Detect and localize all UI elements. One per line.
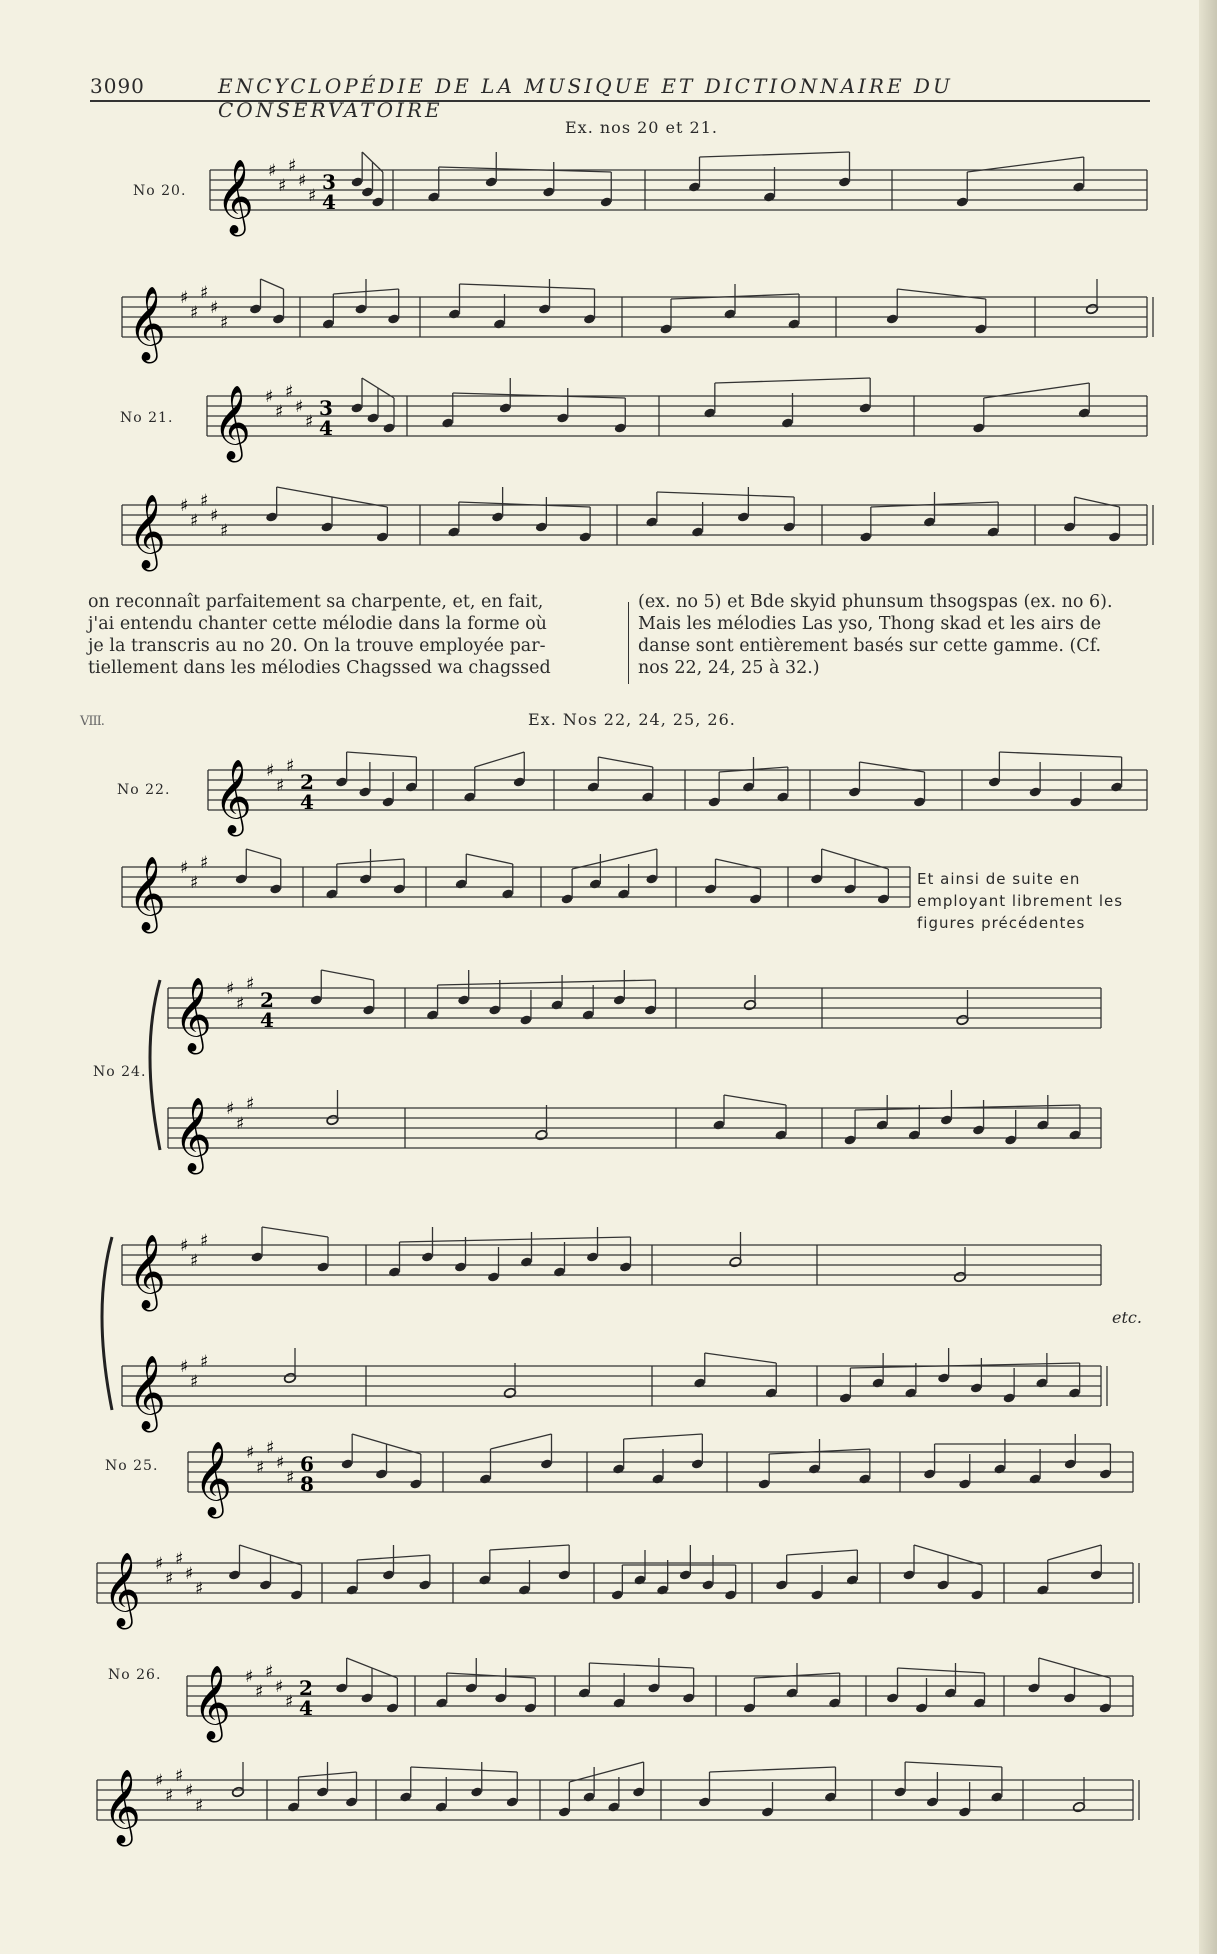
time-signature-top: 2 (299, 1676, 313, 1700)
sharp-icon: ♯ (305, 412, 314, 432)
sharp-icon: ♯ (246, 974, 255, 994)
note-beam (572, 849, 657, 869)
music-staff (122, 487, 1153, 572)
note-beam (724, 1095, 786, 1105)
note-beam (490, 1545, 569, 1550)
music-staff (188, 1434, 1133, 1519)
margin-mark: VIII. (80, 714, 104, 729)
treble-clef-icon: 𝄞 (174, 1098, 212, 1172)
time-signature-bottom: 4 (299, 1696, 313, 1720)
sharp-icon: ♯ (245, 1667, 254, 1687)
time-signature-bottom: 4 (300, 790, 314, 814)
prose-line: tiellement dans les mélodies Chagssed wa chagssed (88, 658, 551, 678)
sharp-icon: ♯ (210, 298, 219, 318)
note-beam (491, 1434, 552, 1449)
sharp-icon: ♯ (185, 1564, 194, 1584)
sharp-icon: ♯ (180, 1236, 189, 1256)
prose-line: (ex. no 5) et Bde skyid phunsum thsogspas (ex. no 6). (638, 592, 1113, 612)
side-note-line: employant librement les (917, 892, 1124, 910)
sharp-icon: ♯ (286, 1468, 295, 1488)
sharp-icon: ♯ (190, 1372, 199, 1392)
sharp-icon: ♯ (200, 1352, 209, 1372)
note-beam (898, 1668, 985, 1673)
note-beam (347, 752, 417, 757)
music-staff (187, 1658, 1133, 1743)
sharp-icon: ♯ (236, 994, 245, 1014)
sharp-icon: ♯ (246, 1443, 255, 1463)
prose-line: on reconnaît parfaitement sa charpente, et, en fait, (88, 592, 544, 612)
example-caption-20-21: Ex. nos 20 et 21. (565, 118, 718, 137)
note-beam (411, 1767, 518, 1772)
sharp-icon: ♯ (220, 521, 229, 541)
treble-clef-icon: 𝄞 (213, 386, 251, 460)
note-beam (400, 1237, 631, 1242)
music-staff (208, 752, 1147, 837)
note-beam (787, 1550, 858, 1555)
sharp-icon: ♯ (226, 979, 235, 999)
sharp-icon: ♯ (268, 161, 277, 181)
sharp-icon: ♯ (265, 1662, 274, 1682)
label-no-20: No 20. (133, 183, 187, 199)
sharp-icon: ♯ (276, 776, 285, 796)
sharp-icon: ♯ (295, 397, 304, 417)
label-no-25: No 25. (105, 1458, 159, 1474)
label-no-22: No 22. (117, 782, 171, 798)
treble-clef-icon: 𝄞 (193, 1666, 231, 1740)
sharp-icon: ♯ (266, 761, 275, 781)
sharp-icon: ♯ (190, 873, 199, 893)
time-signature-bottom: 8 (300, 1472, 314, 1496)
sharp-icon: ♯ (200, 1231, 209, 1251)
sharp-icon: ♯ (226, 1099, 235, 1119)
time-signature-top: 2 (260, 988, 274, 1012)
sharp-icon: ♯ (165, 1786, 174, 1806)
prose-line: Mais les mélodies Las yso, Thong skad et les airs de (638, 614, 1102, 634)
sharp-icon: ♯ (286, 756, 295, 776)
sharp-icon: ♯ (165, 1569, 174, 1589)
treble-clef-icon: 𝄞 (128, 495, 166, 569)
running-title: ENCYCLOPÉDIE DE LA MUSIQUE ET DICTIONNAIRE DU CONSERVATOIRE (218, 74, 953, 122)
treble-clef-icon: 𝄞 (128, 1235, 166, 1309)
prose-line: nos 22, 24, 25 à 32.) (638, 658, 820, 678)
time-signature-top: 6 (300, 1452, 314, 1476)
music-staff (97, 1762, 1139, 1847)
note-beam (475, 752, 525, 767)
sharp-icon: ♯ (180, 858, 189, 878)
music-staff (168, 1090, 1101, 1175)
note-beam (321, 970, 374, 980)
time-signature-top: 3 (319, 396, 333, 420)
sharp-icon: ♯ (185, 1781, 194, 1801)
time-signature-bottom: 4 (322, 190, 336, 214)
sharp-icon: ♯ (285, 382, 294, 402)
treble-clef-icon: 𝄞 (103, 1770, 141, 1844)
sharp-icon: ♯ (266, 1438, 275, 1458)
treble-clef-icon: 𝄞 (216, 160, 254, 234)
page-number: 3090 (90, 74, 145, 98)
sharp-icon: ♯ (155, 1771, 164, 1791)
note-beam (657, 492, 794, 497)
sharp-icon: ♯ (180, 1357, 189, 1377)
system-brace (150, 980, 160, 1150)
sharp-icon: ♯ (210, 506, 219, 526)
sharp-icon: ♯ (246, 1094, 255, 1114)
note-beam (438, 980, 656, 985)
system-brace (102, 1237, 112, 1410)
note-beam (700, 152, 850, 157)
sharp-icon: ♯ (308, 186, 317, 206)
sharp-icon: ♯ (200, 491, 209, 511)
time-signature-top: 2 (300, 770, 314, 794)
music-staff (168, 970, 1101, 1055)
sharp-icon: ♯ (275, 402, 284, 422)
note-beam (589, 1663, 693, 1668)
note-beam (246, 849, 281, 859)
sharp-icon: ♯ (180, 288, 189, 308)
music-staff (97, 1545, 1139, 1630)
note-beam (1048, 1545, 1102, 1560)
side-note-line: figures précédentes (917, 914, 1086, 932)
music-staff (122, 1227, 1101, 1312)
label-no-21: No 21. (120, 410, 174, 426)
sharp-icon: ♯ (256, 1458, 265, 1478)
sharp-icon: ♯ (285, 1692, 294, 1712)
note-beam (261, 279, 284, 289)
sharp-icon: ♯ (175, 1766, 184, 1786)
note-beam (710, 1767, 836, 1772)
sharp-icon: ♯ (190, 511, 199, 531)
sharp-icon: ♯ (195, 1579, 204, 1599)
note-beam (905, 1762, 1002, 1767)
sharp-icon: ♯ (288, 156, 297, 176)
sharp-icon: ♯ (298, 171, 307, 191)
treble-clef-icon: 𝄞 (214, 760, 252, 834)
music-staff (122, 279, 1153, 364)
note-beam (466, 854, 513, 864)
treble-clef-icon: 𝄞 (103, 1553, 141, 1627)
music-staff (122, 849, 910, 934)
prose-line: j'ai entendu chanter cette mélodie dans la forme où (88, 614, 547, 634)
music-staff (207, 378, 1147, 463)
note-beam (598, 757, 653, 767)
music-staff (122, 1348, 1107, 1433)
prose-line: danse sont entièrement basés sur cette gamme. (Cf. (638, 636, 1102, 656)
treble-clef-icon: 𝄞 (128, 857, 166, 931)
label-no-26: No 26. (108, 1667, 162, 1683)
prose-line: je la transcris au no 20. On la trouve employée par- (88, 636, 546, 656)
etc-mark: etc. (1112, 1308, 1142, 1327)
time-signature-bottom: 4 (319, 416, 333, 440)
sharp-icon: ♯ (190, 303, 199, 323)
sharp-icon: ♯ (200, 853, 209, 873)
sharp-icon: ♯ (265, 387, 274, 407)
sharp-icon: ♯ (180, 496, 189, 516)
note-beam (705, 1353, 777, 1363)
sharp-icon: ♯ (220, 313, 229, 333)
treble-clef-icon: 𝄞 (128, 287, 166, 361)
time-signature-bottom: 4 (260, 1008, 274, 1032)
note-beam (460, 284, 595, 289)
example-caption-22-26: Ex. Nos 22, 24, 25, 26. (528, 710, 736, 729)
treble-clef-icon: 𝄞 (194, 1442, 232, 1516)
sharp-icon: ♯ (255, 1682, 264, 1702)
sharp-icon: ♯ (190, 1251, 199, 1271)
sharp-icon: ♯ (200, 283, 209, 303)
treble-clef-icon: 𝄞 (174, 978, 212, 1052)
sharp-icon: ♯ (155, 1554, 164, 1574)
sharp-icon: ♯ (236, 1114, 245, 1134)
sharp-icon: ♯ (278, 176, 287, 196)
sharp-icon: ♯ (276, 1453, 285, 1473)
treble-clef-icon: 𝄞 (128, 1356, 166, 1430)
note-beam (262, 1227, 328, 1237)
time-signature-top: 3 (322, 170, 336, 194)
note-beam (624, 1434, 703, 1439)
sharp-icon: ♯ (195, 1796, 204, 1816)
note-beam (715, 378, 870, 383)
sharp-icon: ♯ (275, 1677, 284, 1697)
note-beam (569, 1762, 643, 1782)
side-note-line: Et ainsi de suite en (917, 870, 1081, 888)
sharp-icon: ♯ (175, 1549, 184, 1569)
music-staff (210, 152, 1147, 237)
label-no-24: No 24. (93, 1064, 147, 1080)
note-beam (999, 752, 1121, 757)
page-edge (1199, 0, 1217, 1954)
